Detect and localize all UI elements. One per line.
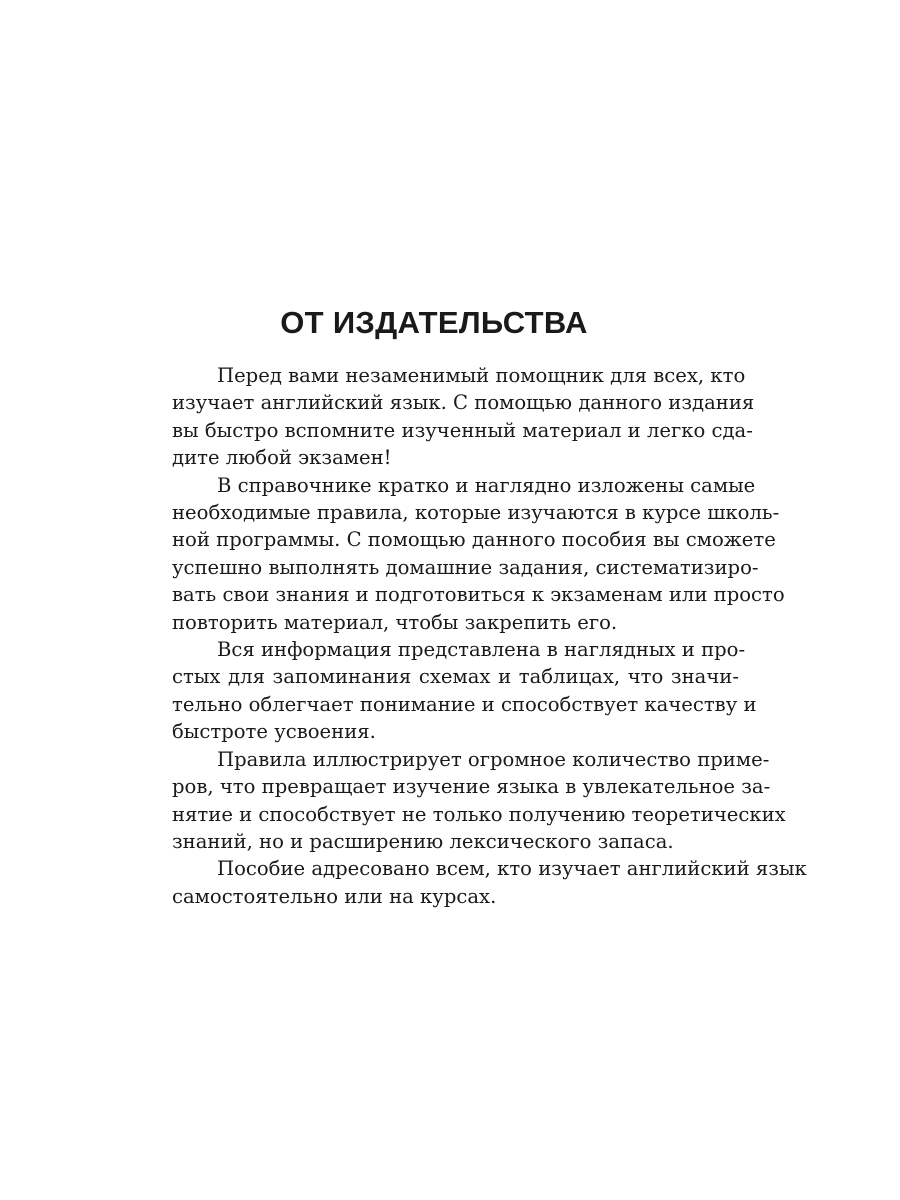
text-line: стых для запоминания схемах и таблицах, что значи- — [172, 665, 739, 689]
paragraph-2 — [127, 472, 785, 636]
text-line: Правила иллюстрирует огромное количество приме- — [217, 747, 770, 771]
text-line: Вся информация представлена в наглядных и про- — [217, 638, 746, 662]
paragraph-3 — [127, 636, 757, 746]
text-line: вать свои знания и подготовиться к экзаменам или просто — [172, 583, 785, 607]
text-line: ров, что превращает изучение языка в увлекательное за- — [172, 775, 771, 799]
text-line: В справочнике кратко и наглядно изложены самые — [217, 473, 756, 497]
text-line: необходимые правила, которые изучаются в курсе школь- — [172, 501, 780, 525]
text-line: успешно выполнять домашние задания, систематизиро- — [172, 555, 759, 579]
paragraph-5 — [127, 855, 807, 910]
paragraph-1 — [127, 362, 755, 472]
text-line: нятие и способствует не только получению теоретических — [172, 802, 786, 826]
text-line: тельно облегчает понимание и способствует качеству и — [172, 692, 757, 716]
text-line: изучает английский язык. С помощью данного издания — [172, 391, 755, 415]
text-line: Перед вами незаменимый помощник для всех, кто — [217, 364, 746, 387]
text-line: дите любой экзамен! — [172, 446, 392, 470]
text-line: знаний, но и расширению лексического запаса. — [172, 829, 674, 853]
text-line: ной программы. С помощью данного пособия вы сможете — [172, 528, 776, 552]
paragraph-4 — [127, 746, 786, 856]
page-title: ОТ ИЗДАТЕЛЬСТВА — [280, 305, 588, 340]
text-line: быстроте усвоения. — [172, 720, 376, 744]
body-text — [127, 362, 807, 910]
text-line: Пособие адресовано всем, кто изучает английский язык — [217, 857, 807, 881]
text-line: самостоятельно или на курсах. — [172, 884, 497, 908]
text-line: вы быстро вспомните изученный материал и легко сда- — [172, 418, 753, 442]
text-line: повторить материал, чтобы закрепить его. — [172, 610, 618, 634]
